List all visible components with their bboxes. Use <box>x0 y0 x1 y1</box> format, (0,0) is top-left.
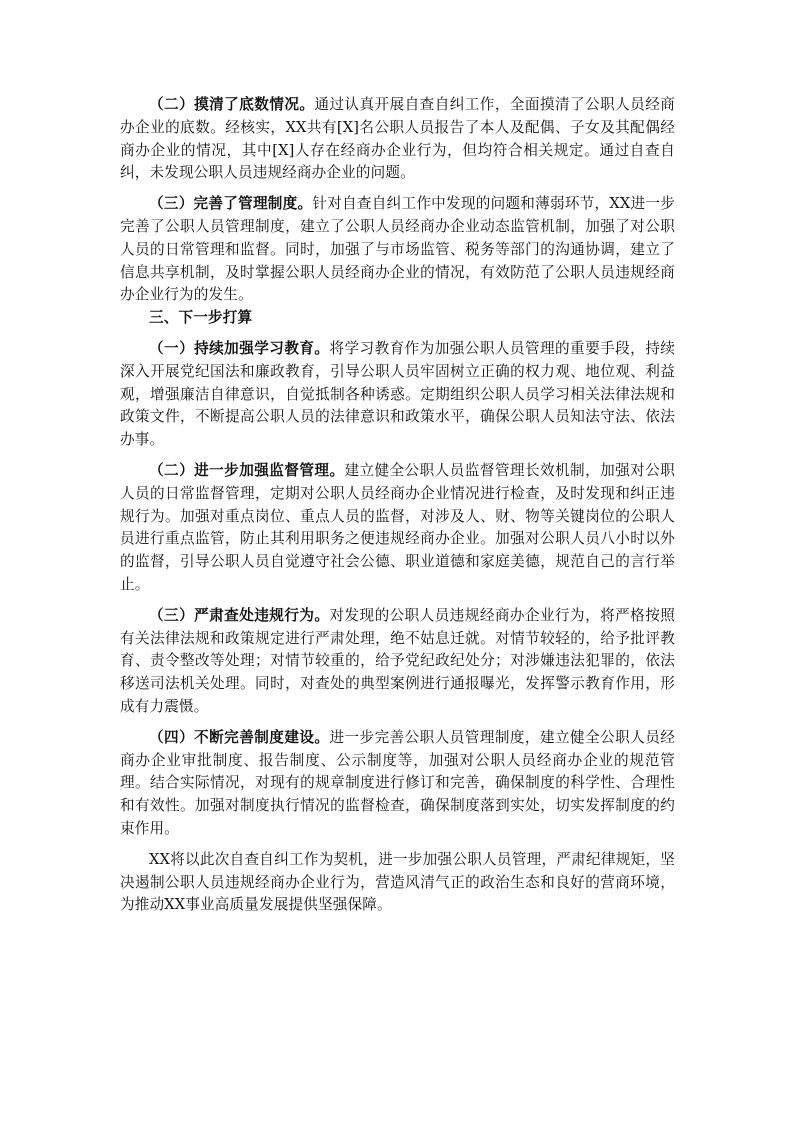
paragraph-strengthen-supervision <box>120 460 675 597</box>
paragraph-continue-education <box>120 338 675 452</box>
closing-paragraph: XX将以此次自查自纠工作为契机，进一步加强公职人员管理，严肃纪律规矩，坚决遏制公职人员违规经商办企业行为，营造风清气正的政治生态和良好的营商环境，为推动XX事业高质量发展提供坚强保障。 <box>120 850 675 914</box>
paragraph-body: 进一步完善公职人员管理制度，建立健全公职人员经商办企业审批制度、报告制度、公示制度等，加强对公职人员经商办企业的规范管理。结合实际情况，对现有的规章制度进行修订和完善，确保制度的科学性、合理性和有效性。加强对制度执行情况的监督检查，确保制度落到实处，切实发挥制度的约束作用。 <box>120 728 676 837</box>
paragraph-lead: （二）进一步加强监督管理。 <box>149 461 345 479</box>
paragraph-lead: （一）持续加强学习教育。 <box>149 339 330 357</box>
paragraph-established-baseline <box>120 94 675 185</box>
paragraph-body: 对发现的公职人员违规经商办企业行为，将严格按照有关法律法规和政策规定进行严肃处理，绝不姑息迁就。对情节较轻的，给予批评教育、责令整改等处理；对情节较重的，给予党纪政纪处分；对涉嫌违法犯罪的，依法移送司法机关处理。同时，对查处的典型案例进行通报曝光，发挥警示教育作用，形成有力震慑。 <box>120 606 676 715</box>
paragraph-body: 针对自查自纠工作中发现的问题和薄弱环节，XX进一步完善了公职人员管理制度，建立了公职人员经商办企业动态监管机制，加强了对公职人员的日常管理和监督。同时，加强了与市场监管、税务等部门的沟通协调，建立了信息共享机制，及时掌握公职人员经商办企业的情况，有效防范了公职人员违规经商办企业行为的发生。 <box>120 195 675 304</box>
paragraph-lead: （二）摸清了底数情况。 <box>149 96 315 113</box>
paragraph-lead: （四）不断完善制度建设。 <box>149 728 330 746</box>
paragraph-improved-system <box>120 193 675 307</box>
paragraph-lead: （三）完善了管理制度。 <box>149 195 313 213</box>
paragraph-lead: （三）严肃查处违规行为。 <box>149 606 330 624</box>
section-heading: 三、下一步打算 <box>149 309 253 327</box>
paragraph-body: 将学习教育作为加强公职人员管理的重要手段，持续深入开展党纪国法和廉政教育，引导公职人员牢固树立正确的权力观、地位观、利益观，增强廉洁自律意识，自觉抵制各种诱惑。定期组织公职人员学习相关法律法规和政策文件，不断提高公职人员的法律意识和政策水平，确保公职人员知法守法、依法办事。 <box>120 339 676 449</box>
paragraph-punish-violations <box>120 605 675 719</box>
paragraph-body: 通过认真开展自查自纠工作，全面摸清了公职人员经商办企业的底数。经核实，XX共有[X]名公职人员报告了本人及配偶、子女及其配偶经商办企业的情况，其中[X]人存在经商办企业行为，但均符合相关规定。通过自查自纠，未发现公职人员违规经商办企业的问题。 <box>120 96 675 182</box>
paragraph-improve-rules <box>120 727 675 841</box>
paragraph-body: 建立健全公职人员监督管理长效机制，加强对公职人员的日常监督管理，定期对公职人员经商办企业情况进行检查，及时发现和纠正违规行为。加强对重点岗位、重点人员的监督，对涉及人、财、物等关键岗位的公职人员进行重点监管，防止其利用职务之便违规经商办企业。加强对公职人员八小时以外的监督，引导公职人员自觉遵守社会公德、职业道德和家庭美德，规范自己的言行举止。 <box>120 461 675 593</box>
